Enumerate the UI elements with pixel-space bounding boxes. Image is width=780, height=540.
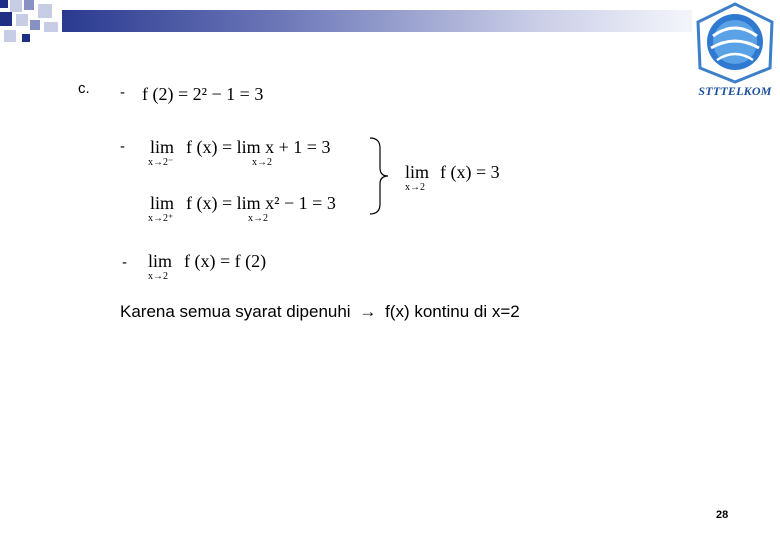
decor-square [4,30,16,42]
bullet: - [122,254,127,271]
decor-square [16,14,28,26]
decor-square [0,12,12,26]
left-limit-lim: lim [150,137,175,157]
combined-limit-sub: x→2 [405,182,425,193]
right-brace-icon [368,136,392,216]
item-label: c. [78,80,90,97]
conclusion-sentence [120,302,520,322]
continuity-sub: x→2 [148,271,168,282]
right-limit-inner-sub: x→2 [248,213,268,224]
function-value-equation: f (2) = 2² − 1 = 3 [142,84,264,104]
conclusion-result: f(x) kontinu di x=2 [385,302,520,321]
left-limit-expr: f (x) = lim x + 1 = 3 [186,137,331,157]
arrow-right-icon: → [359,302,377,321]
right-limit-lim: lim [150,193,175,213]
bullet: - [120,138,125,155]
bullet: - [120,84,125,101]
header-band [62,10,692,32]
decor-square [38,4,52,18]
right-limit-sub: x→2⁺ [148,213,174,224]
right-limit-expr: f (x) = lim x² − 1 = 3 [186,193,336,213]
decor-square [44,22,58,32]
left-limit-sub: x→2⁻ [148,157,174,168]
decor-square [10,0,22,12]
left-limit-inner-sub: x→2 [252,157,272,168]
decor-square [22,34,30,42]
decor-square [0,0,8,8]
page-number: 28 [716,509,729,521]
decor-square [24,0,34,10]
continuity-lim: lim [148,251,173,271]
conclusion-text: Karena semua syarat dipenuhi [120,302,351,321]
decor-square [30,20,40,30]
continuity-expr: f (x) = f (2) [184,251,267,271]
combined-limit-lim: lim [405,162,430,182]
logo-text: STTTELKOM [698,84,772,98]
combined-limit-expr: f (x) = 3 [440,162,500,182]
